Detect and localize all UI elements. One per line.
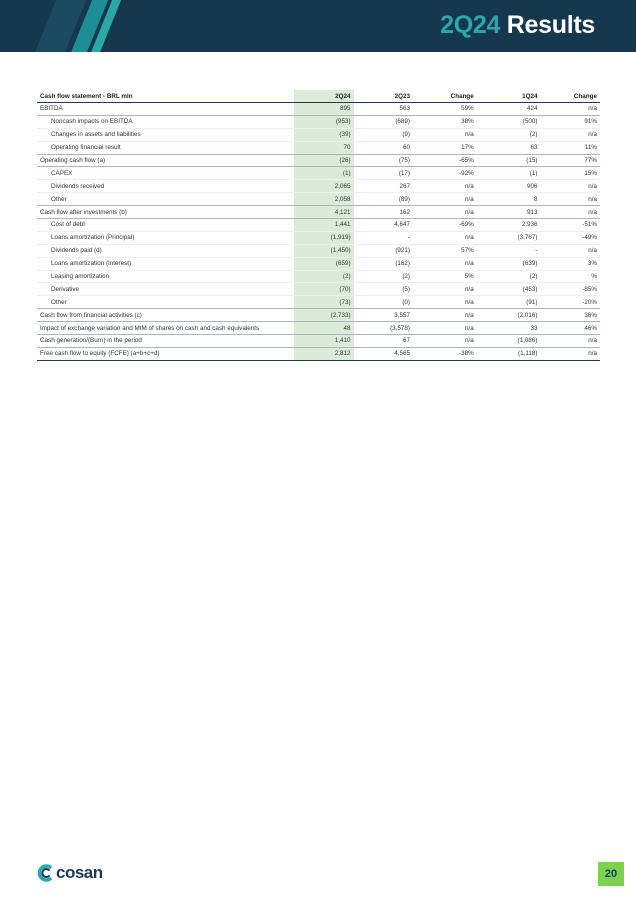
table-cell: -69% bbox=[413, 219, 477, 232]
table-cell: -38% bbox=[413, 347, 477, 360]
table-cell: (1) bbox=[477, 167, 541, 180]
table-cell: (91) bbox=[477, 296, 541, 309]
table-cell: (1,919) bbox=[294, 231, 353, 244]
row-label: Leasing amortization bbox=[37, 270, 294, 283]
table-cell: (1) bbox=[294, 167, 353, 180]
table-cell: 563 bbox=[354, 103, 413, 116]
table-cell: -85% bbox=[541, 283, 601, 296]
table-cell: 3,557 bbox=[354, 309, 413, 322]
logo-wordmark: cosan bbox=[56, 863, 103, 882]
table-cell: 48 bbox=[294, 322, 353, 335]
table-cell: 36% bbox=[541, 309, 601, 322]
table-row bbox=[37, 335, 600, 348]
table-cell: 1,441 bbox=[294, 219, 353, 232]
column-header: Cash flow statement - BRL mln bbox=[37, 90, 294, 103]
table-row bbox=[37, 103, 600, 116]
table-cell: 57% bbox=[413, 244, 477, 257]
table-cell: 2,065 bbox=[294, 180, 353, 193]
row-label: Operating financial result bbox=[37, 141, 294, 154]
row-label: CAPEX bbox=[37, 167, 294, 180]
row-label: Cost of debt bbox=[37, 219, 294, 232]
table-cell: (73) bbox=[294, 296, 353, 309]
table-cell: 162 bbox=[354, 206, 413, 219]
table-cell: (70) bbox=[294, 283, 353, 296]
table-cell: % bbox=[541, 270, 601, 283]
table-cell: (39) bbox=[294, 128, 353, 141]
table-cell: (3,578) bbox=[354, 322, 413, 335]
table-cell: -65% bbox=[413, 154, 477, 167]
table-cell: 46% bbox=[541, 322, 601, 335]
table-cell: 1,410 bbox=[294, 335, 353, 348]
row-label: Dividends received bbox=[37, 180, 294, 193]
row-label: Other bbox=[37, 193, 294, 206]
table-cell: n/a bbox=[541, 206, 601, 219]
table-cell: 11% bbox=[541, 141, 601, 154]
page-number: 20 bbox=[598, 862, 624, 886]
table-body bbox=[37, 103, 600, 361]
cosan-logo-icon bbox=[38, 864, 54, 882]
table-row bbox=[37, 141, 600, 154]
table-cell: 895 bbox=[294, 103, 353, 116]
table-cell: 8 bbox=[477, 193, 541, 206]
table-cell: n/a bbox=[413, 296, 477, 309]
table-cell: n/a bbox=[541, 103, 601, 116]
table-cell: n/a bbox=[413, 231, 477, 244]
page-title bbox=[440, 11, 595, 40]
row-label: Dividends paid (d) bbox=[37, 244, 294, 257]
row-label: EBITDA bbox=[37, 103, 294, 116]
table-cell: 906 bbox=[477, 180, 541, 193]
table-row bbox=[37, 167, 600, 180]
table-cell: (1,118) bbox=[477, 347, 541, 360]
column-header: 2Q24 bbox=[294, 90, 353, 103]
table-cell: n/a bbox=[413, 283, 477, 296]
table-row bbox=[37, 154, 600, 167]
table-cell: 59% bbox=[413, 103, 477, 116]
table-row bbox=[37, 128, 600, 141]
column-header: 1Q24 bbox=[477, 90, 541, 103]
row-label: Cash generation/(Burn) in the period bbox=[37, 335, 294, 348]
row-label: Operating cash flow (a) bbox=[37, 154, 294, 167]
table-row bbox=[37, 180, 600, 193]
table-cell: (17) bbox=[354, 167, 413, 180]
table-cell: (26) bbox=[294, 154, 353, 167]
cash-flow-table bbox=[37, 90, 600, 361]
table-cell: (15) bbox=[477, 154, 541, 167]
table-row bbox=[37, 347, 600, 360]
table-cell: 5% bbox=[413, 270, 477, 283]
table-cell: 17% bbox=[413, 141, 477, 154]
table-cell: (2) bbox=[477, 128, 541, 141]
table-cell: -49% bbox=[541, 231, 601, 244]
page-header bbox=[0, 0, 636, 52]
table-cell: (162) bbox=[354, 257, 413, 270]
row-label: Free cash flow to equity (FCFE) (a+b+c+d) bbox=[37, 347, 294, 360]
column-header: 2Q23 bbox=[354, 90, 413, 103]
table-row bbox=[37, 257, 600, 270]
table-cell: (500) bbox=[477, 115, 541, 128]
table-cell: (689) bbox=[354, 115, 413, 128]
table-cell: 91% bbox=[541, 115, 601, 128]
table-cell: n/a bbox=[541, 347, 601, 360]
table-cell: 67 bbox=[354, 335, 413, 348]
table-cell: 3% bbox=[541, 257, 601, 270]
table-row bbox=[37, 322, 600, 335]
table-cell: 77% bbox=[541, 154, 601, 167]
row-label: Cash flow from financial activities (c) bbox=[37, 309, 294, 322]
table-cell: 2,058 bbox=[294, 193, 353, 206]
table-cell: (1,450) bbox=[294, 244, 353, 257]
table-row bbox=[37, 244, 600, 257]
table-cell: - bbox=[354, 231, 413, 244]
table-cell: 267 bbox=[354, 180, 413, 193]
table-cell: (2,016) bbox=[477, 309, 541, 322]
table-cell: (2,733) bbox=[294, 309, 353, 322]
table-cell: 63 bbox=[477, 141, 541, 154]
title-period: 2Q24 bbox=[440, 11, 501, 39]
row-label: Other bbox=[37, 296, 294, 309]
table-cell: 424 bbox=[477, 103, 541, 116]
table-cell: (453) bbox=[477, 283, 541, 296]
table-cell: (2) bbox=[477, 270, 541, 283]
table-cell: (921) bbox=[354, 244, 413, 257]
table-cell: -92% bbox=[413, 167, 477, 180]
table-cell: n/a bbox=[413, 335, 477, 348]
table-cell: (3,767) bbox=[477, 231, 541, 244]
table-cell: (953) bbox=[294, 115, 353, 128]
row-label: Loans amortization (Interest) bbox=[37, 257, 294, 270]
table-cell: (9) bbox=[354, 128, 413, 141]
table-cell: (2) bbox=[354, 270, 413, 283]
table-cell: n/a bbox=[413, 128, 477, 141]
table-row bbox=[37, 219, 600, 232]
table-row bbox=[37, 296, 600, 309]
table-cell: n/a bbox=[413, 322, 477, 335]
table-cell: -51% bbox=[541, 219, 601, 232]
table-cell: (639) bbox=[477, 257, 541, 270]
column-header: Change bbox=[413, 90, 477, 103]
row-label: Derivative bbox=[37, 283, 294, 296]
row-label: Changes in assets and liabilities bbox=[37, 128, 294, 141]
table-cell: 33 bbox=[477, 322, 541, 335]
table-cell: n/a bbox=[541, 180, 601, 193]
table-cell: 4,565 bbox=[354, 347, 413, 360]
table-row bbox=[37, 309, 600, 322]
table-cell: (2) bbox=[294, 270, 353, 283]
row-label: Impact of exchange variation and MtM of shares on cash and cash equivalents bbox=[37, 322, 294, 335]
table-cell: n/a bbox=[413, 309, 477, 322]
row-label: Cash flow after investments (b) bbox=[37, 206, 294, 219]
table-cell: (75) bbox=[354, 154, 413, 167]
table-cell: (0) bbox=[354, 296, 413, 309]
table-row bbox=[37, 283, 600, 296]
table-row bbox=[37, 206, 600, 219]
table-cell: n/a bbox=[413, 180, 477, 193]
table-cell: n/a bbox=[413, 193, 477, 206]
table-cell: n/a bbox=[413, 257, 477, 270]
table-cell: (1,086) bbox=[477, 335, 541, 348]
table-row bbox=[37, 231, 600, 244]
table-cell: 4,647 bbox=[354, 219, 413, 232]
table-cell: n/a bbox=[541, 335, 601, 348]
cosan-logo bbox=[38, 862, 103, 884]
table-row bbox=[37, 193, 600, 206]
row-label: Noncash impacts on EBITDA bbox=[37, 115, 294, 128]
title-word: Results bbox=[506, 11, 595, 39]
table-row bbox=[37, 115, 600, 128]
table-cell: (659) bbox=[294, 257, 353, 270]
table-cell: 4,121 bbox=[294, 206, 353, 219]
table-cell: 38% bbox=[413, 115, 477, 128]
table-cell: (89) bbox=[354, 193, 413, 206]
table-cell: n/a bbox=[413, 206, 477, 219]
table-cell: 15% bbox=[541, 167, 601, 180]
table-cell: (5) bbox=[354, 283, 413, 296]
table-cell: n/a bbox=[541, 128, 601, 141]
table-cell: 70 bbox=[294, 141, 353, 154]
table-cell: - bbox=[477, 244, 541, 257]
table-cell: 2,812 bbox=[294, 347, 353, 360]
table-header-row bbox=[37, 90, 600, 103]
table-row bbox=[37, 270, 600, 283]
row-label: Loans amortization (Principal) bbox=[37, 231, 294, 244]
table-cell: 913 bbox=[477, 206, 541, 219]
table-cell: n/a bbox=[541, 244, 601, 257]
table-cell: 2,936 bbox=[477, 219, 541, 232]
table-cell: 60 bbox=[354, 141, 413, 154]
table-cell: -20% bbox=[541, 296, 601, 309]
table-cell: n/a bbox=[541, 193, 601, 206]
column-header: Change bbox=[541, 90, 601, 103]
